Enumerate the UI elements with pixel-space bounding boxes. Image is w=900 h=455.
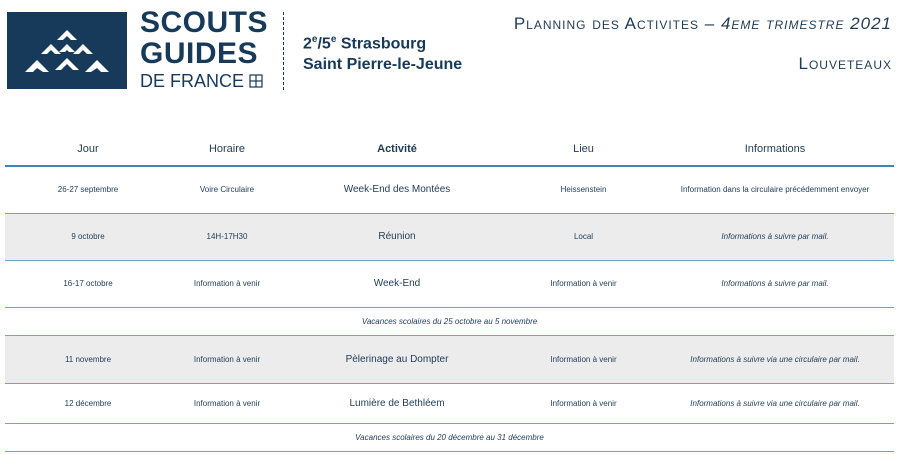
header-informations: Informations bbox=[656, 132, 894, 166]
cell-info: Informations à suivre par mail. bbox=[656, 260, 894, 307]
cell-jour: 12 décembre bbox=[5, 383, 171, 423]
table-row bbox=[5, 260, 894, 307]
page-title-term: 4eme trimestre 2021 bbox=[720, 14, 892, 33]
cell-lieu: Local bbox=[511, 213, 656, 260]
table-row bbox=[5, 335, 894, 383]
table-row bbox=[5, 213, 894, 260]
scout-emblem-logo bbox=[7, 12, 127, 89]
cell-lieu: Information à venir bbox=[511, 383, 656, 423]
holiday-note: Vacances scolaires du 20 décembre au 31 décembre bbox=[5, 423, 894, 451]
cell-jour: 11 novembre bbox=[5, 335, 171, 383]
header-activite: Activité bbox=[283, 132, 511, 166]
cell-info: Informations à suivre via une circulaire par mail. bbox=[656, 383, 894, 423]
group-sup-b: e bbox=[330, 34, 337, 45]
cell-jour: 16-17 octobre bbox=[5, 260, 171, 307]
group-line1 bbox=[303, 29, 462, 54]
brand-de-france-text: DE FRANCE bbox=[140, 71, 245, 91]
section-title: Louveteaux bbox=[798, 54, 892, 73]
cell-info: Informations à suivre par mail. bbox=[656, 213, 894, 260]
holiday-note-row bbox=[5, 307, 894, 335]
header-horaire: Horaire bbox=[171, 132, 283, 166]
cell-activite: Réunion bbox=[283, 213, 511, 260]
group-line2: Saint Pierre-le-Jeune bbox=[303, 56, 463, 74]
table-row bbox=[5, 383, 894, 423]
table-row bbox=[5, 166, 894, 213]
cell-activite: Week-End des Montées bbox=[283, 166, 511, 213]
cell-jour: 9 octobre bbox=[5, 213, 171, 260]
cell-horaire: 14H-17H30 bbox=[171, 213, 283, 260]
page-title bbox=[514, 14, 892, 34]
cell-lieu: Heissenstein bbox=[511, 166, 656, 213]
table-header-row bbox=[5, 132, 894, 166]
cross-icon bbox=[249, 74, 263, 88]
scout-trefoil-emblem-icon bbox=[7, 12, 127, 89]
group-sup-a: e bbox=[311, 34, 318, 45]
cell-lieu: Information à venir bbox=[511, 260, 656, 307]
brand-line-guides: GUIDES bbox=[140, 37, 259, 70]
cell-jour: 26-27 septembre bbox=[5, 166, 171, 213]
brand-wordmark bbox=[140, 7, 268, 92]
group-num-b: /5 bbox=[317, 35, 331, 53]
cell-info: Informations à suivre via une circulaire par mail. bbox=[656, 335, 894, 383]
cell-lieu: Information à venir bbox=[511, 335, 656, 383]
group-name bbox=[303, 29, 462, 75]
cell-activite: Week-End bbox=[283, 260, 511, 307]
cell-horaire: Information à venir bbox=[171, 260, 283, 307]
schedule-table bbox=[5, 132, 894, 452]
brand-line-de-france bbox=[140, 70, 268, 92]
cell-activite: Lumière de Bethléem bbox=[283, 383, 511, 423]
holiday-note-row bbox=[5, 423, 894, 451]
page-title-prefix: Planning des Activites – bbox=[513, 14, 721, 33]
header-jour: Jour bbox=[5, 132, 171, 166]
group-num-a: 2 bbox=[303, 35, 312, 53]
cell-horaire: Voire Circulaire bbox=[171, 166, 283, 213]
cell-horaire: Information à venir bbox=[171, 335, 283, 383]
cell-activite: Pèlerinage au Dompter bbox=[283, 335, 511, 383]
holiday-note: Vacances scolaires du 25 octobre au 5 novembre bbox=[5, 307, 894, 335]
brand-line-scouts: SCOUTS bbox=[140, 6, 269, 39]
header-lieu: Lieu bbox=[511, 132, 656, 166]
cell-info: Information dans la circulaire précédemment envoyer bbox=[656, 166, 894, 213]
cell-horaire: Information à venir bbox=[171, 383, 283, 423]
header-divider bbox=[283, 12, 284, 90]
group-city: Strasbourg bbox=[336, 35, 427, 53]
